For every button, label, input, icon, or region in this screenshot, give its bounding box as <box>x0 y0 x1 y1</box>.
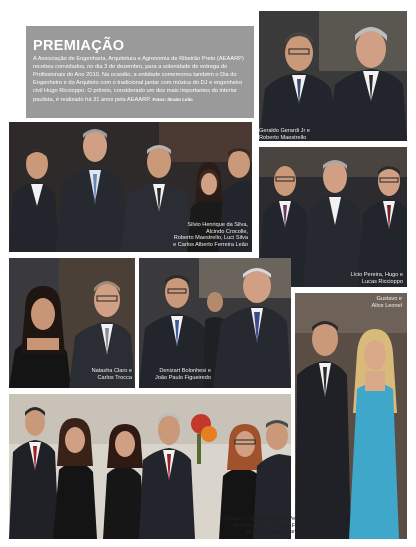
article-title: PREMIAÇÃO <box>33 38 125 54</box>
caption-3-line-1: Lício Pereira, Hugo e <box>350 272 403 278</box>
caption-6-line-1: Gustavo e <box>376 296 402 302</box>
caption-5-line-1: Denizart Bolonhesi e <box>159 368 211 374</box>
caption-2-line-2: Alcindo Crocolle, <box>206 228 248 235</box>
caption-5-line-2: João Paulo Figueiredo <box>155 374 211 381</box>
caption-1-line-2: Roberto Maestrello <box>259 134 307 141</box>
photo-credit: Fotos: Ibraim Leão <box>152 96 193 102</box>
caption-6-line-2: Alice Leonel <box>371 302 402 309</box>
caption-2-line-3: Roberto Maestrello, Luci Silva <box>173 235 248 242</box>
caption-2-line-4: e Carlos Alberto Ferreira Leão <box>173 241 248 248</box>
caption-4 <box>74 368 132 381</box>
caption-7 <box>196 516 308 536</box>
caption-5 <box>139 368 211 381</box>
article-body-text: A Associação de Engenharia, Arquitetura e Agronomia de Ribeirão Preto (AEAARP) recebeu convidados, no dia 3 de dezembro, para a solenidade de entrega do Profissionais do Ano 2010. Na ocasião, a entidade comemorou também o Dia do Engenheiro e do Arquiteto com o tradicional jantar com música do DJ e engenheiro civil Hugo Riccioppo. O prêmio, considerado um dos mais importantes do interior paulista, é realizado há 31 anos pela AEAARP. <box>33 56 244 103</box>
caption-4-line-2: Carlos Trocca <box>97 374 132 381</box>
photo-illustration <box>295 293 407 539</box>
caption-3 <box>335 272 403 285</box>
caption-3-line-2: Lucas Riccioppo <box>361 278 403 285</box>
caption-4-line-1: Natasha Claro e <box>91 368 132 374</box>
caption-7-line-1: Joaquim Carlos e Adriana Pereira, <box>222 516 308 522</box>
photo-geraldo-roberto <box>259 11 407 141</box>
photo-illustration <box>259 11 407 141</box>
caption-2-line-1: Silvio Henrique da Silva, <box>187 222 248 228</box>
photo-gustavo-alice <box>295 293 407 539</box>
article-body <box>33 56 249 104</box>
caption-6 <box>350 296 402 309</box>
caption-1 <box>259 128 317 141</box>
caption-7-line-2: Keila Fabri e Fernando Freire, <box>233 522 308 529</box>
caption-7-line-3: Marcia e Sergio Sanchez <box>245 529 308 536</box>
caption-1-line-1: Geraldo Gerardi Jr e <box>259 128 310 134</box>
caption-2 <box>160 222 248 248</box>
